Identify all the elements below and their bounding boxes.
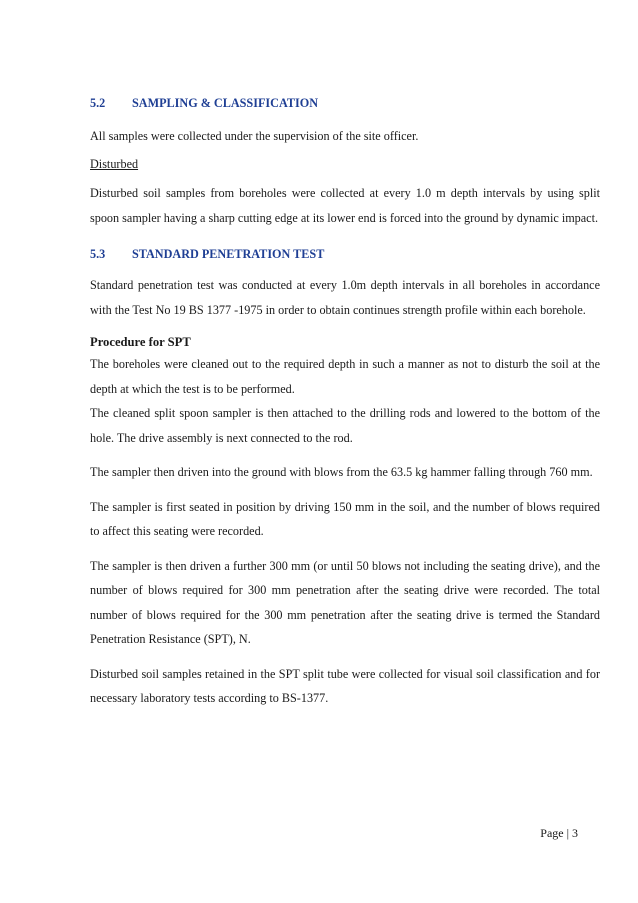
page-footer (540, 825, 578, 841)
section-heading-5-2 (90, 94, 600, 112)
procedure-paragraph-4: The sampler is first seated in position by driving 150 mm in the soil, and the number of blows required to affect this seating were recorded. (90, 499, 600, 538)
page-number: 3 (572, 826, 578, 840)
section-number: 5.3 (90, 247, 106, 261)
section-number: 5.2 (90, 96, 106, 110)
disturbed-paragraph: Disturbed soil samples from boreholes were collected at every 1.0 m depth intervals by using split spoon sampler having a sharp cutting edge at its lower end is forced into the ground by dynamic impact. (90, 186, 600, 225)
intro-paragraph: All samples were collected under the supervision of the site officer. (90, 129, 419, 143)
procedure-paragraph-5: The sampler is then driven a further 300 mm (or until 50 blows not including the seating drive), and the number of blows required for 300 mm penetration after the seating drive were recorded. The total number of blows required for the 300 mm penetration after the seating drive is termed the Standard Penetration Resistance (SPT), N. (90, 558, 600, 646)
procedure-paragraph-2: The cleaned split spoon sampler is then attached to the drilling rods and lowered to the bottom of the hole. The drive assembly is next connected to the rod. (90, 406, 600, 445)
page-content (90, 94, 600, 711)
section-title: SAMPLING & CLASSIFICATION (132, 96, 318, 110)
spt-intro-paragraph: Standard penetration test was conducted at every 1.0m depth intervals in all boreholes in accordance with the Test No 19 BS 1377 -1975 in order to obtain continues strength profile within each borehole. (90, 278, 600, 317)
section-title: STANDARD PENETRATION TEST (132, 247, 325, 261)
procedure-paragraph-3: The sampler then driven into the ground with blows from the 63.5 kg hammer falling through 760 mm. (90, 465, 593, 479)
procedure-heading: Procedure for SPT (90, 335, 191, 349)
footer-separator: | (566, 826, 569, 840)
disturbed-label: Disturbed (90, 156, 139, 171)
section-heading-5-3 (90, 245, 600, 263)
procedure-paragraph-1: The boreholes were cleaned out to the required depth in such a manner as not to disturb the soil at the depth at which the test is to be performed. (90, 357, 600, 396)
page-label: Page (540, 826, 564, 840)
procedure-paragraph-6: Disturbed soil samples retained in the SPT split tube were collected for visual soil classification and for necessary laboratory tests according to BS-1377. (90, 666, 600, 705)
